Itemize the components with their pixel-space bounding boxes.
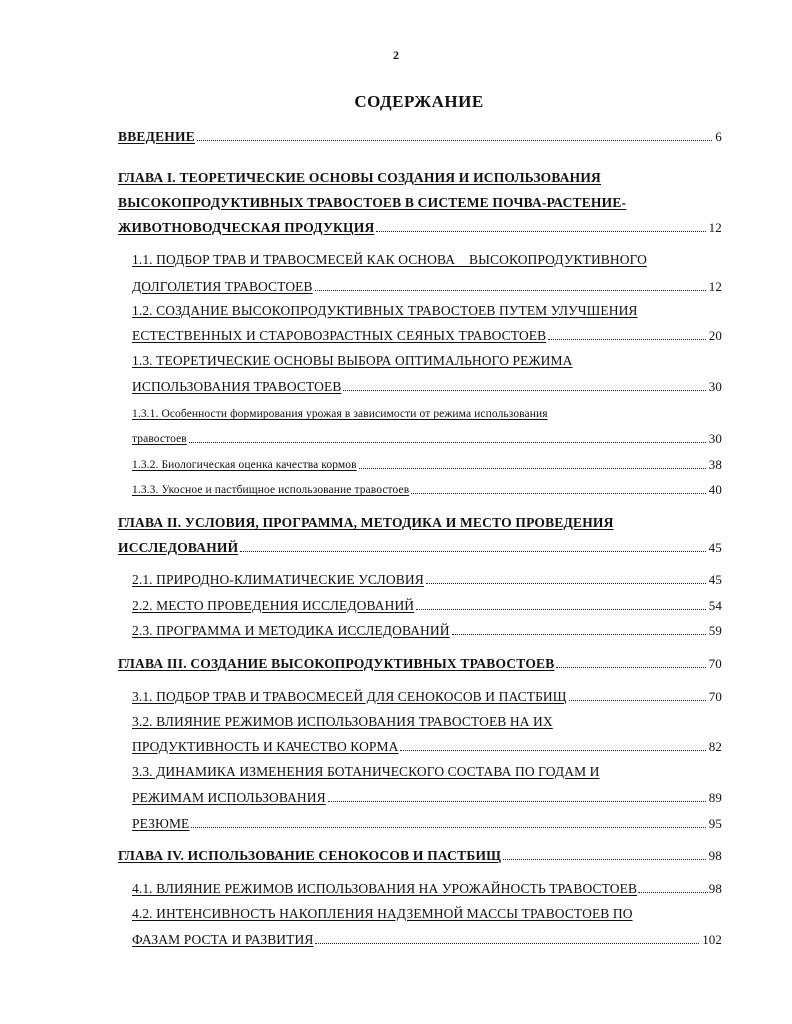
- toc-entry-1-2[interactable]: [132, 303, 638, 319]
- toc-page-number: 45: [708, 540, 722, 555]
- toc-entry-4-1[interactable]: [132, 881, 722, 897]
- toc-page-number: 102: [702, 932, 722, 947]
- toc-page-number: 6: [715, 129, 722, 144]
- toc-page-number: 38: [708, 457, 722, 472]
- toc-entry-chapter-3[interactable]: [118, 656, 722, 672]
- dot-leader: [191, 827, 705, 828]
- toc-entry-title: ГЛАВА IV. ИСПОЛЬЗОВАНИЕ СЕНОКОСОВ И ПАСТБИЩ: [118, 848, 502, 863]
- dot-leader: [197, 140, 712, 141]
- dot-leader: [556, 667, 705, 668]
- toc-page-number: 30: [708, 431, 722, 446]
- toc-page-number: 59: [708, 623, 722, 638]
- toc-entry-title: 1.3. ТЕОРЕТИЧЕСКИЕ ОСНОВЫ ВЫБОРА ОПТИМАЛЬНОГО РЕЖИМА: [132, 353, 573, 368]
- toc-entry-chapter-4[interactable]: [118, 848, 722, 864]
- toc-entry-title: ГЛАВА II. УСЛОВИЯ, ПРОГРАММА, МЕТОДИКА И МЕСТО ПРОВЕДЕНИЯ: [118, 515, 614, 530]
- dot-leader: [315, 943, 699, 944]
- dot-leader: [503, 859, 705, 860]
- toc-entry-intro[interactable]: [118, 129, 722, 145]
- toc-entry-1-3-3[interactable]: [132, 482, 722, 498]
- toc-page-number: 82: [708, 739, 722, 754]
- toc-entry-title: ИСПОЛЬЗОВАНИЯ ТРАВОСТОЕВ: [132, 379, 342, 394]
- toc-page-number: 20: [708, 328, 722, 343]
- toc-entry-1-3-1[interactable]: [132, 406, 548, 422]
- toc-entry-title: 3.3. ДИНАМИКА ИЗМЕНЕНИЯ БОТАНИЧЕСКОГО СОСТАВА ПО ГОДАМ И: [132, 764, 600, 779]
- toc-entry-title: ПРОДУКТИВНОСТЬ И КАЧЕСТВО КОРМА: [132, 739, 399, 754]
- toc-page-number: 98: [708, 881, 722, 896]
- toc-entry-title: 1.3.3. Укосное и пастбищное использование травостоев: [132, 484, 410, 496]
- toc-entry-title: 1.3.2. Биологическая оценка качества кормов: [132, 459, 357, 471]
- toc-entry-title: 4.1. ВЛИЯНИЕ РЕЖИМОВ ИСПОЛЬЗОВАНИЯ НА УРОЖАЙНОСТЬ ТРАВОСТОЕВ: [132, 881, 638, 896]
- toc-entry-title: РЕЖИМАМ ИСПОЛЬЗОВАНИЯ: [132, 790, 326, 805]
- toc-entry-3-3-end[interactable]: [132, 790, 722, 806]
- page-number: 2: [393, 48, 399, 62]
- toc-entry-2-2[interactable]: [132, 598, 722, 614]
- dot-leader: [548, 339, 706, 340]
- toc-page-number: 70: [708, 689, 722, 704]
- toc-entry-title: ИССЛЕДОВАНИЙ: [118, 540, 239, 555]
- toc-entry-1-1-end[interactable]: [132, 279, 722, 295]
- toc-entry-1-1[interactable]: [132, 252, 647, 268]
- dot-leader: [638, 892, 708, 893]
- toc-entry-2-3[interactable]: [132, 623, 722, 639]
- toc-entry-4-2[interactable]: [132, 906, 633, 922]
- toc-entry-title: 1.1. ПОДБОР ТРАВ И ТРАВОСМЕСЕЙ КАК ОСНОВА ВЫСОКОПРОДУКТИВНОГО: [132, 252, 648, 267]
- toc-entry-title: травостоев: [132, 433, 187, 445]
- toc-entry-title: 3.1. ПОДБОР ТРАВ И ТРАВОСМЕСЕЙ ДЛЯ СЕНОКОСОВ И ПАСТБИЩ: [132, 689, 567, 704]
- toc-entry-title: ГЛАВА III. СОЗДАНИЕ ВЫСОКОПРОДУКТИВНЫХ ТРАВОСТОЕВ: [118, 656, 555, 671]
- toc-page-number: 89: [708, 790, 722, 805]
- toc-entry-title: ФАЗАМ РОСТА И РАЗВИТИЯ: [132, 932, 314, 947]
- toc-entry-title: ЖИВОТНОВОДЧЕСКАЯ ПРОДУКЦИЯ: [118, 220, 375, 235]
- toc-entry-title: 3.2. ВЛИЯНИЕ РЕЖИМОВ ИСПОЛЬЗОВАНИЯ ТРАВОСТОЕВ НА ИХ: [132, 714, 553, 729]
- toc-entry-title: ДОЛГОЛЕТИЯ ТРАВОСТОЕВ: [132, 279, 313, 294]
- toc-entry-3-2[interactable]: [132, 714, 553, 730]
- toc-page-number: 12: [708, 220, 722, 235]
- dot-leader: [359, 468, 706, 469]
- toc-entry-1-3[interactable]: [132, 353, 572, 369]
- toc-entry-chapter-1[interactable]: [118, 170, 601, 186]
- toc-entry-title: 2.2. МЕСТО ПРОВЕДЕНИЯ ИССЛЕДОВАНИЙ: [132, 598, 415, 613]
- toc-page-number: 95: [708, 816, 722, 831]
- dot-leader: [416, 609, 706, 610]
- dot-leader: [240, 551, 705, 552]
- toc-entry-3-1[interactable]: [132, 689, 722, 705]
- toc-entry-chapter-2[interactable]: [118, 515, 614, 531]
- dot-leader: [189, 442, 706, 443]
- toc-entry-title: ВЫСОКОПРОДУКТИВНЫХ ТРАВОСТОЕВ В СИСТЕМЕ ПОЧВА-РАСТЕНИЕ-: [118, 195, 627, 210]
- toc-page-number: 45: [708, 572, 722, 587]
- toc-entry-resume[interactable]: [132, 816, 722, 832]
- toc-entry-chapter-1-cont: [118, 195, 626, 211]
- toc-entry-1-3-1-end[interactable]: [132, 431, 722, 447]
- toc-entry-title: ГЛАВА I. ТЕОРЕТИЧЕСКИЕ ОСНОВЫ СОЗДАНИЯ И ИСПОЛЬЗОВАНИЯ: [118, 170, 602, 185]
- toc-entry-1-3-end[interactable]: [132, 379, 722, 395]
- dot-leader: [376, 231, 705, 232]
- toc-entry-chapter-2-end[interactable]: [118, 540, 722, 556]
- toc-entry-title: 4.2. ИНТЕНСИВНОСТЬ НАКОПЛЕНИЯ НАДЗЕМНОЙ МАССЫ ТРАВОСТОЕВ ПО: [132, 906, 633, 921]
- toc-page-number: 70: [708, 656, 722, 671]
- toc-entry-title: РЕЗЮМЕ: [132, 816, 190, 831]
- toc-entry-title: 2.3. ПРОГРАММА И МЕТОДИКА ИССЛЕДОВАНИЙ: [132, 623, 450, 638]
- toc-entry-3-2-end[interactable]: [132, 739, 722, 755]
- toc-entry-1-2-end[interactable]: [132, 328, 722, 344]
- dot-leader: [328, 801, 706, 802]
- toc-page-number: 30: [708, 379, 722, 394]
- toc-entry-4-2-end[interactable]: [132, 932, 722, 948]
- toc-entry-chapter-1-end[interactable]: [118, 220, 722, 236]
- toc-entry-2-1[interactable]: [132, 572, 722, 588]
- dot-leader: [569, 700, 706, 701]
- toc-entry-title: 1.3.1. Особенности формирования урожая в зависимости от режима использования: [132, 408, 548, 420]
- toc-page-number: 54: [708, 598, 722, 613]
- toc-page-number: 40: [708, 482, 722, 497]
- dot-leader: [426, 583, 706, 584]
- toc-page-number: 12: [708, 279, 722, 294]
- toc-entry-1-3-2[interactable]: [132, 457, 722, 473]
- toc-entry-title: ЕСТЕСТВЕННЫХ И СТАРОВОЗРАСТНЫХ СЕЯНЫХ ТРАВОСТОЕВ: [132, 328, 547, 343]
- dot-leader: [400, 750, 705, 751]
- dot-leader: [315, 290, 706, 291]
- dot-leader: [452, 634, 706, 635]
- page-title: СОДЕРЖАНИЕ: [354, 92, 484, 111]
- toc-entry-title: 2.1. ПРИРОДНО-КЛИМАТИЧЕСКИЕ УСЛОВИЯ: [132, 572, 424, 587]
- dot-leader: [411, 493, 706, 494]
- toc-entry-title: 1.2. СОЗДАНИЕ ВЫСОКОПРОДУКТИВНЫХ ТРАВОСТОЕВ ПУТЕМ УЛУЧШЕНИЯ: [132, 303, 638, 318]
- toc-entry-title: ВВЕДЕНИЕ: [118, 129, 195, 144]
- toc-entry-3-3[interactable]: [132, 764, 600, 780]
- toc-page-number: 98: [708, 848, 722, 863]
- dot-leader: [343, 390, 705, 391]
